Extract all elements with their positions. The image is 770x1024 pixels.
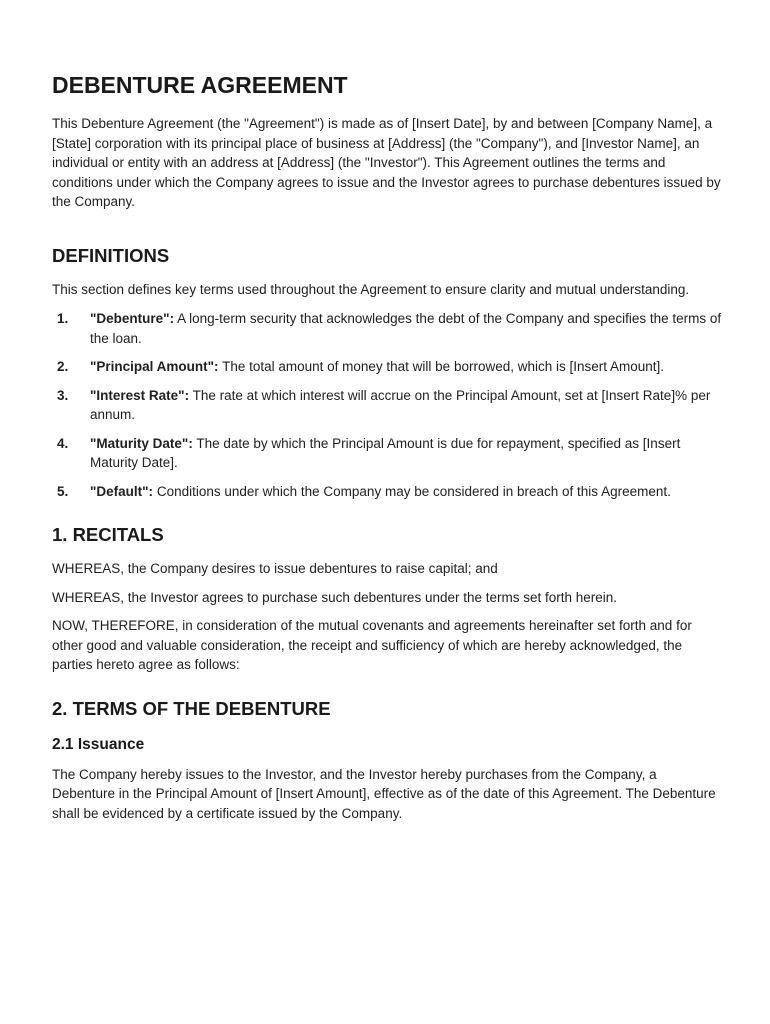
definition-term: "Maturity Date": — [90, 435, 193, 451]
definitions-list — [52, 309, 722, 501]
intro-paragraph: This Debenture Agreement (the "Agreement") is made as of [Insert Date], by and between [Company Name], a [State] corporation with its principal place of business at [Address] (the "Company"), and [Investor Name], an individual or entity with an address at [Address] (the "Investor"). This Agreement outlines the terms and conditions under which the Company agrees to issue and the Investor agrees to purchase debentures issued by the Company. — [52, 116, 721, 209]
definition-text: Conditions under which the Company may be considered in breach of this Agreement. — [153, 483, 671, 499]
document-page — [52, 70, 722, 823]
definitions-intro: This section defines key terms used throughout the Agreement to ensure clarity and mutual understanding. — [52, 281, 690, 297]
definition-term: "Principal Amount": — [90, 359, 219, 374]
definition-number: 5. — [57, 483, 69, 499]
definition-number: 4. — [57, 435, 69, 451]
issuance-subheading: 2.1 Issuance — [52, 735, 145, 753]
definition-number: 2. — [57, 359, 69, 374]
definition-number: 3. — [57, 387, 69, 403]
recital-paragraph: WHEREAS, the Company desires to issue debentures to raise capital; and — [52, 561, 498, 576]
definition-item — [52, 309, 722, 348]
definition-text: The total amount of money that will be borrowed, which is [Insert Amount]. — [218, 359, 665, 374]
definition-number: 1. — [57, 311, 69, 326]
definition-term: "Default": — [90, 483, 154, 499]
definition-term: "Interest Rate": — [90, 387, 190, 403]
definition-text: The date by which the Principal Amount is due for repayment, specified as [Insert Maturity Date]. — [90, 435, 681, 470]
definition-item — [52, 386, 722, 425]
document-title: DEBENTURE AGREEMENT — [52, 72, 348, 98]
recital-paragraph: NOW, THEREFORE, in consideration of the mutual covenants and agreements hereinafter set forth and for other good and valuable consideration, the receipt and sufficiency of which are hereby acknowledged, the parties hereto agree as follows: — [52, 618, 692, 672]
definition-item — [52, 434, 722, 473]
terms-heading: 2. TERMS OF THE DEBENTURE — [52, 697, 331, 719]
definition-item — [52, 357, 722, 377]
definitions-heading: DEFINITIONS — [52, 244, 170, 266]
definition-item — [52, 482, 722, 502]
recitals-heading: 1. RECITALS — [52, 524, 164, 545]
issuance-paragraph: The Company hereby issues to the Investor, and the Investor hereby purchases from the Company, a Debenture in the Principal Amount of [Insert Amount], effective as of the date of this Agreement. The Debenture shall be evidenced by a certificate issued by the Company. — [52, 766, 716, 821]
definition-text: The rate at which interest will accrue on the Principal Amount, set at [Insert Rate]% per annum. — [90, 387, 711, 422]
definition-term: "Debenture": — [90, 311, 175, 326]
definition-text: A long-term security that acknowledges the debt of the Company and specifies the terms of the loan. — [90, 311, 722, 346]
recital-paragraph: WHEREAS, the Investor agrees to purchase such debentures under the terms set forth herein. — [52, 589, 618, 605]
